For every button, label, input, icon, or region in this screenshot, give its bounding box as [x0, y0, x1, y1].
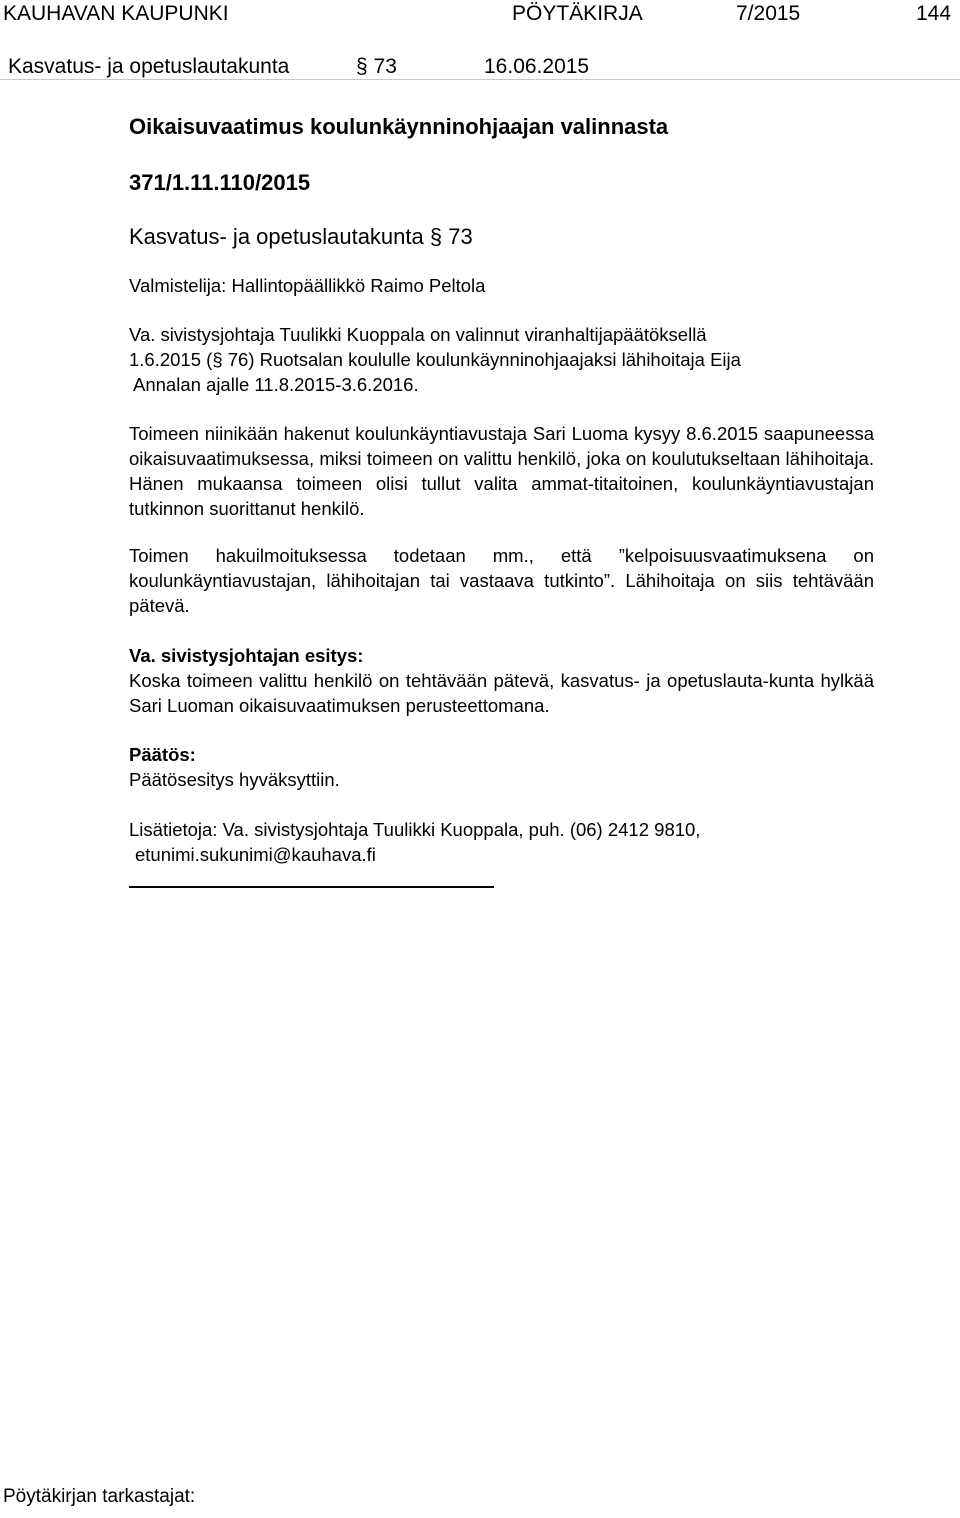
- contact-email: etunimi.sukunimi@kauhava.fi: [135, 844, 376, 865]
- para1-line3: Annalan ajalle 11.8.2015-3.6.2016.: [133, 374, 419, 395]
- section-number: § 73: [356, 55, 397, 78]
- board-section: Kasvatus- ja opetuslautakunta § 73: [129, 224, 473, 249]
- page-title: Oikaisuvaatimus koulunkäynninohjaajan valinnasta: [129, 114, 669, 139]
- doc-type: PÖYTÄKIRJA: [512, 2, 643, 25]
- page-number: 144: [916, 2, 952, 25]
- meeting-date: 16.06.2015: [484, 55, 590, 78]
- proposal-heading: Va. sivistysjohtajan esitys:: [129, 645, 364, 666]
- reviewers-label: Pöytäkirjan tarkastajat:: [3, 1486, 196, 1507]
- paragraph-job-ad: Toimen hakuilmoituksessa todetaan mm., että ”kelpoisuusvaatimuksena on koulunkäyntiavustajan, lähihoitajan tai vastaava tutkinto”. Lähihoitaja on siis tehtävään pätevä.: [129, 545, 874, 616]
- paragraph-appeal: Toimeen niinikään hakenut koulunkäyntiavustaja Sari Luoma kysyy 8.6.2015 saapuneessa oikaisuvaatimuksessa, miksi toimeen on valittu henkilö, joka on koulutukseltaan lähihoitaja. Hänen mukaansa toimeen olisi tullut valita ammat-titaitoinen, koulunkäyntiavustajan tutkinnon suorittanut henkilö.: [129, 423, 874, 519]
- decision-text: Päätösesitys hyväksyttiin.: [129, 769, 340, 790]
- org-name: KAUHAVAN KAUPUNKI: [3, 2, 229, 25]
- decision-heading: Päätös:: [129, 744, 196, 765]
- para1-line1: Va. sivistysjohtaja Tuulikki Kuoppala on valinnut viranhaltijapäätöksellä: [129, 324, 707, 345]
- board-name: Kasvatus- ja opetuslautakunta: [8, 55, 290, 78]
- contact-line: Lisätietoja: Va. sivistysjohtaja Tuulikki Kuoppala, puh. (06) 2412 9810,: [129, 819, 701, 840]
- signature-line: [129, 886, 494, 888]
- doc-number: 7/2015: [736, 2, 801, 25]
- proposal-text: Koska toimeen valittu henkilö on tehtävään pätevä, kasvatus- ja opetuslauta-kunta hylkää Sari Luoman oikaisuvaatimuksen perusteettomana.: [129, 670, 874, 716]
- header-divider: [0, 79, 960, 80]
- para1-line2: 1.6.2015 (§ 76) Ruotsalan koululle koulunkäynninohjaajaksi lähihoitaja Eija: [129, 349, 741, 370]
- reference-number: 371/1.11.110/2015: [129, 170, 311, 195]
- preparer-line: Valmistelija: Hallintopäällikkö Raimo Peltola: [129, 275, 486, 296]
